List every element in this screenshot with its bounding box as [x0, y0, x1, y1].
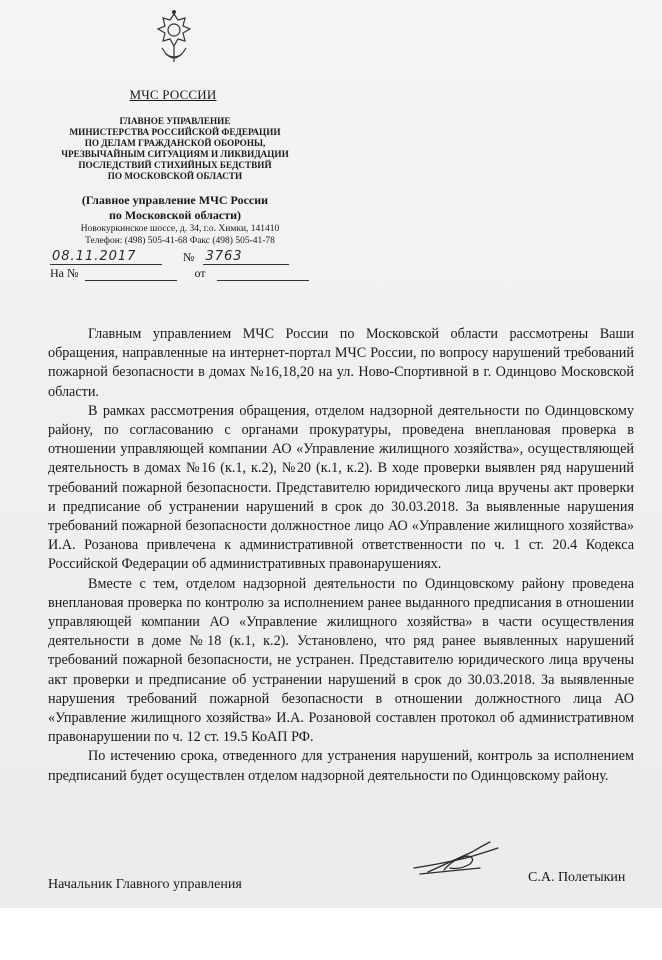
body-paragraph: Главным управлением МЧС России по Московской области рассмотрены Ваши обращения, направленные на интернет-портал МЧС России, по вопросу нарушений требований пожарной безопасности в домах №16,18,20 на ул. Ново-Спортивной в г. Одинцово Московской области.: [48, 326, 634, 400]
signer-name: С.А. Полетыкин: [528, 870, 626, 885]
org-line: ГЛАВНОЕ УПРАВЛЕНИЕ: [119, 116, 231, 126]
org-address: Новокуркинское шоссе, д. 34, г.о. Химки, 141410: [80, 224, 280, 234]
registration-date: 08.11.2017: [52, 249, 137, 264]
reference-label: На №: [50, 266, 79, 280]
org-paren-line: (Главное управление МЧС России: [81, 193, 269, 207]
org-full-name: [40, 116, 310, 182]
org-line: ПОСЛЕДСТВИЙ СТИХИЙНЫХ БЕДСТВИЙ: [78, 160, 272, 170]
registration-row: [50, 250, 289, 265]
handwritten-signature: [410, 838, 502, 880]
date-field: [50, 250, 162, 265]
registration-number: 3763: [205, 249, 243, 264]
body-paragraph: В рамках рассмотрения обращения, отделом надзорной деятельности по Одинцовскому району, по согласованию с органами прокуратуры, проведена внеплановая проверка в отношении управляющей компании АО «Управление жилищного хозяйства», осуществляющей деятельность в домах №16 (к.1, к.2), №20 (к.1, к.2). В ходе проверки выявлен ряд нарушений требований пожарной безопасности. Представителю юридического лица вручены акт проверки и предписание об устранении нарушений в срок до 30.03.2018. За выявленные нарушения требований пожарной безопасности должностное лицо АО «Управление жилищного хозяйства» И.А. Розанова привлечена к административной ответственности по ч. 1 ст. 20.4 Кодекса Российской Федерации об административных правонарушениях.: [48, 402, 634, 573]
org-line: ПО МОСКОВСКОЙ ОБЛАСТИ: [107, 171, 243, 181]
org-line: ПО ДЕЛАМ ГРАЖДАНСКОЙ ОБОРОНЫ,: [84, 138, 266, 148]
reference-number-field: [85, 266, 177, 281]
body-paragraph: По истечению срока, отведенного для устранения нарушений, контроль за исполнением предписаний будет осуществлен отделом надзорной деятельности по Одинцовскому району.: [48, 748, 634, 784]
reference-date-field: [217, 266, 309, 281]
body-paragraph: Вместе с тем, отделом надзорной деятельности по Одинцовскому району проведена внеплановая проверка по контролю за исполнением ранее выданного предписания в отношении управляющей компании АО «Управление жилищного хозяйства» в части осуществления деятельности в доме №18 (к.1, к.2). Установлено, что ряд ранее выявленных нарушений требований пожарной безопасности, не устранен. Представителю юридического лица вручены акт проверки и предписание об устранении нарушений в срок до 30.03.2018. За выявленные нарушения требований пожарной безопасности в отношении должностного лица АО «Управление жилищного хозяйства» И.А. Розановой составлен протокол об административном правонарушении по ч. 12 ст. 19.5 КоАП РФ.: [48, 575, 634, 746]
org-line: МИНИСТЕРСТВА РОССИЙСКОЙ ФЕДЕРАЦИИ: [69, 127, 281, 137]
org-paren-line: по Московской области): [108, 208, 242, 222]
org-phone: Телефон: (498) 505-41-68 Факс (498) 505-41-78: [85, 236, 275, 246]
reference-row: [50, 266, 309, 281]
signer-position: Начальник Главного управления: [48, 877, 242, 892]
org-contacts: [40, 223, 320, 247]
mchs-emblem-icon: [152, 8, 196, 68]
letter-body: [48, 325, 634, 786]
number-field: [203, 250, 289, 265]
org-line: ЧРЕЗВЫЧАЙНЫМ СИТУАЦИЯМ И ЛИКВИДАЦИИ: [61, 149, 289, 159]
org-paren-name: [40, 193, 310, 223]
number-sign: №: [183, 250, 195, 264]
reference-from-label: от: [194, 266, 206, 280]
org-short-name: МЧС РОССИИ: [129, 87, 217, 102]
